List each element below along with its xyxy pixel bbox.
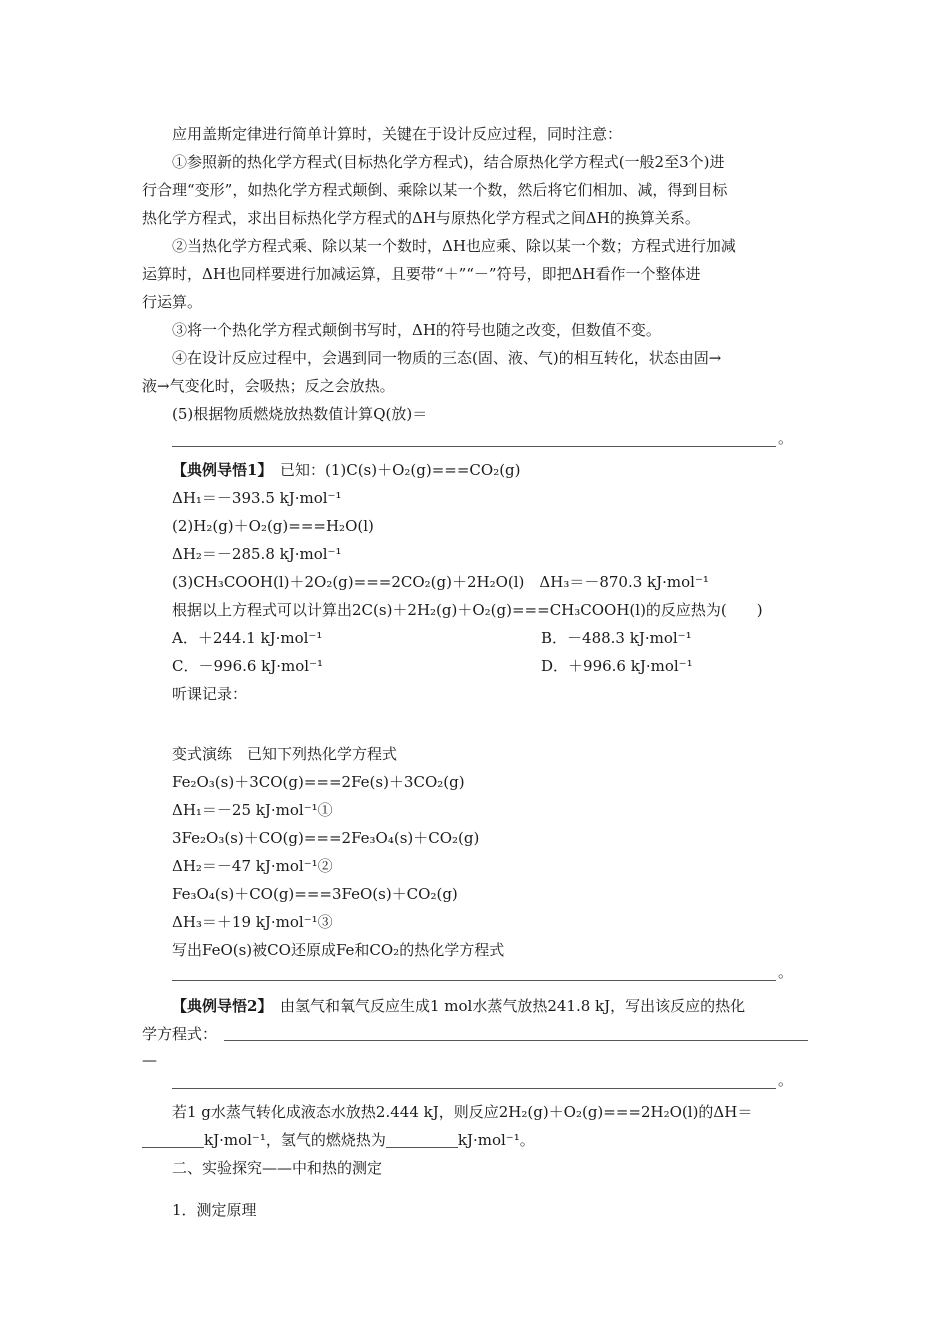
variant-title: 变式演练 已知下列热化学方程式	[172, 745, 398, 763]
notes-label: 听课记录：	[172, 685, 248, 703]
point-1-line-3: 热化学方程式，求出目标热化学方程式的ΔH与原热化学方程式之间ΔH的换算关系。	[142, 209, 700, 227]
variant-ask: 写出FeO(s)被CO还原成Fe和CO₂的热化学方程式	[172, 941, 505, 959]
answer-blank-q[interactable]	[172, 446, 776, 447]
example-1-known: 已知：(1)C(s)＋O₂(g)===CO₂(g)	[279, 461, 521, 479]
option-d[interactable]: D．＋996.6 kJ·mol⁻¹	[541, 657, 693, 675]
example-2-question-a: 若1 g水蒸气转化成液态水放热2.444 kJ，则反应2H₂(g)＋O₂(g)===2H₂O(l)的ΔH＝	[172, 1103, 753, 1121]
intro-line: 应用盖斯定律进行简单计算时，关键在于设计反应过程，同时注意：	[172, 125, 623, 143]
point-2-line-2: 运算时，ΔH也同样要进行加减运算，且要带“＋”“－”符号，即把ΔH看作一个整体进	[142, 265, 701, 283]
variant-eq2: 3Fe₂O₃(s)＋CO(g)===2Fe₃O₄(s)＋CO₂(g)	[172, 829, 480, 847]
option-b[interactable]: B．－488.3 kJ·mol⁻¹	[541, 629, 692, 647]
answer-blank-ex2-b[interactable]	[172, 1088, 776, 1089]
blank-delta-h[interactable]	[142, 1131, 204, 1148]
option-c[interactable]: C．－996.6 kJ·mol⁻¹	[172, 657, 324, 675]
unit-text-2: kJ·mol⁻¹。	[457, 1131, 535, 1149]
answer-blank-variant[interactable]	[172, 980, 776, 981]
example-1-question: 根据以上方程式可以计算出2C(s)＋2H₂(g)＋O₂(g)===CH₃COOH(l)的反应热为( )	[172, 601, 763, 619]
period-mark: 。	[778, 1071, 794, 1089]
example-2-line-2: 学方程式：	[142, 1025, 218, 1043]
example-1-eq2: (2)H₂(g)＋O₂(g)===H₂O(l)	[172, 517, 374, 535]
point-2-line-3: 行运算。	[142, 293, 203, 311]
example-1-header	[172, 460, 521, 480]
point-4-line-1: ④在设计反应过程中，会遇到同一物质的三态(固、液、气)的相互转化，状态由固→	[172, 349, 722, 367]
subsection-heading: 1．测定原理	[172, 1201, 257, 1219]
answer-blank-ex2-a[interactable]	[224, 1040, 808, 1041]
period-mark: 。	[778, 429, 794, 447]
example-2-question-b	[142, 1130, 535, 1150]
unit-text-1: kJ·mol⁻¹，氢气的燃烧热为	[204, 1131, 386, 1149]
variant-dh2: ΔH₂＝－47 kJ·mol⁻¹②	[172, 857, 333, 875]
point-3-line: ③将一个热化学方程式颠倒书写时，ΔH的符号也随之改变，但数值不变。	[172, 321, 661, 339]
variant-dh3: ΔH₃＝＋19 kJ·mol⁻¹③	[172, 913, 333, 931]
point-1-line-2: 行合理“变形”，如热化学方程式颠倒、乘除以某一个数，然后将它们相加、减，得到目标	[142, 181, 728, 199]
point-5-line: (5)根据物质燃烧放热数值计算Q(放)＝	[172, 405, 428, 423]
example-2-text: 由氢气和氧气反应生成1 mol水蒸气放热241.8 kJ，写出该反应的热化	[279, 997, 746, 1015]
section-heading: 二、实验探究——中和热的测定	[172, 1159, 383, 1177]
example-2-tag: 【典例导悟2】	[172, 997, 265, 1015]
variant-dh1: ΔH₁＝－25 kJ·mol⁻¹①	[172, 801, 333, 819]
example-1-tag: 【典例导悟1】	[172, 461, 265, 479]
variant-eq1: Fe₂O₃(s)＋3CO(g)===2Fe(s)＋3CO₂(g)	[172, 773, 465, 791]
variant-eq3: Fe₃O₄(s)＋CO(g)===3FeO(s)＋CO₂(g)	[172, 885, 458, 903]
blank-combustion-heat[interactable]	[386, 1131, 458, 1148]
example-1-eq3: (3)CH₃COOH(l)＋2O₂(g)===2CO₂(g)＋2H₂O(l) ΔH₃＝－870.3 kJ·mol⁻¹	[172, 573, 709, 591]
period-mark: 。	[778, 963, 794, 981]
point-4-line-2: 液→气变化时，会吸热；反之会放热。	[142, 377, 395, 395]
example-2-header	[172, 996, 745, 1016]
continuation-dash: —	[142, 1051, 157, 1069]
point-2-line-1: ②当热化学方程式乘、除以某一个数时，ΔH也应乘、除以某一个数；方程式进行加减	[172, 237, 736, 255]
example-1-dh2: ΔH₂＝－285.8 kJ·mol⁻¹	[172, 545, 342, 563]
option-a[interactable]: A．＋244.1 kJ·mol⁻¹	[172, 629, 323, 647]
example-1-dh1: ΔH₁＝－393.5 kJ·mol⁻¹	[172, 489, 342, 507]
point-1-line-1: ①参照新的热化学方程式(目标热化学方程式)，结合原热化学方程式(一般2至3个)进	[172, 153, 725, 171]
